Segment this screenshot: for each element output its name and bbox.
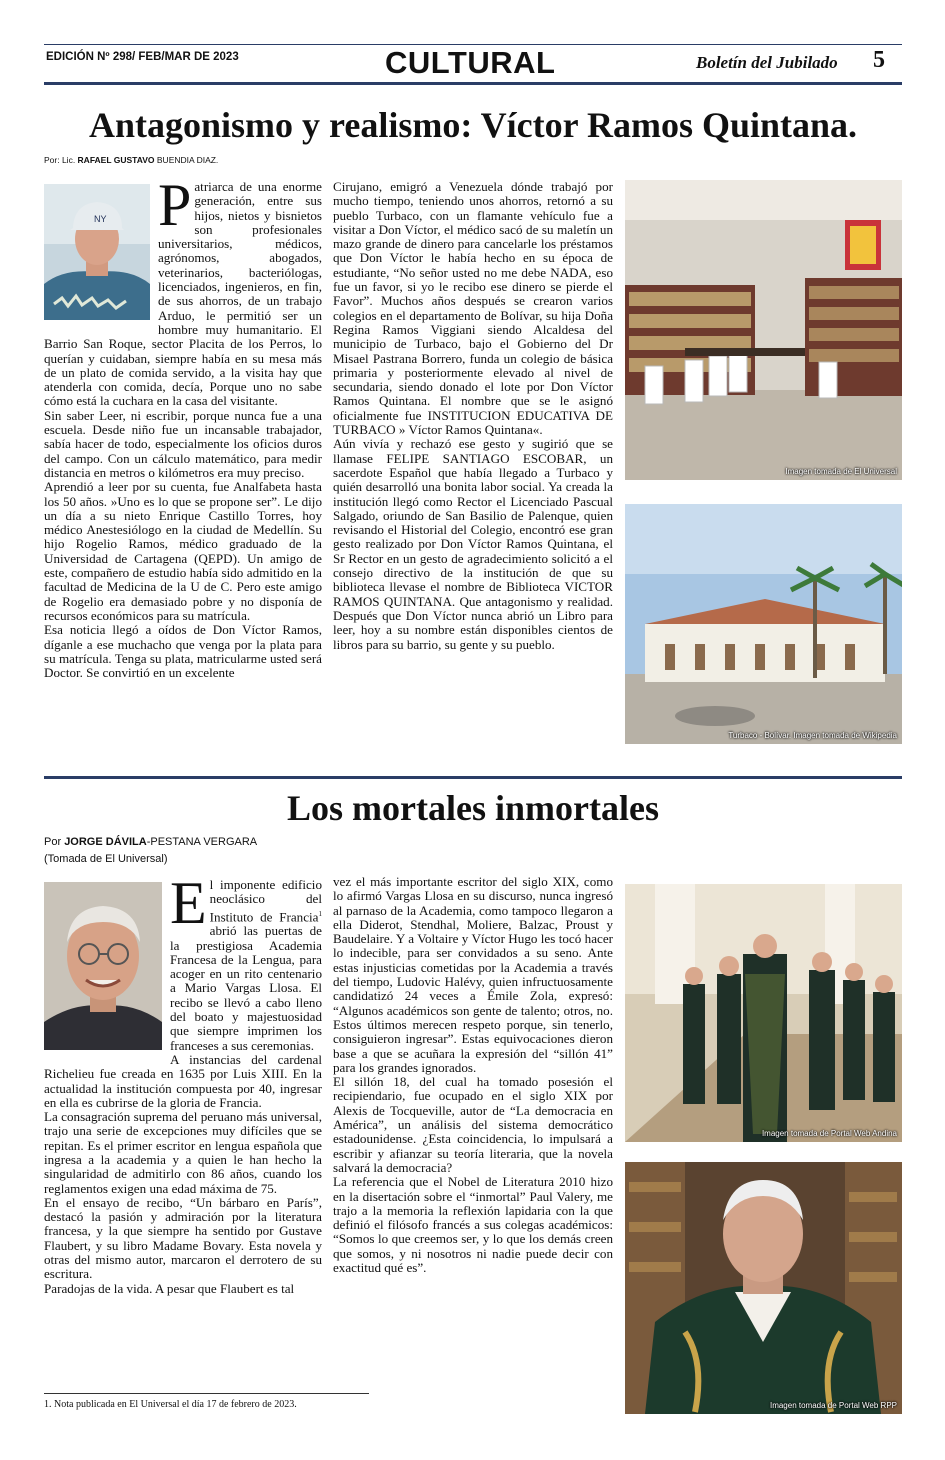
paragraph: Cirujano, emigró a Venezuela dónde trabajó por mucho tiempo, teniendo unos ahorros, retornó a su pueblo Turbaco, con un flamante vehículo fue a visitar a Don Víctor, el médico sacó de su maletín un mazo grande de dinero para cancelarle los préstamos que Don Víctor le había hecho en su época de estudiante, “No señor usted no me debe NADA, eso fue un favor, si yo le recibo ese dinero se pierde el Favor”. Muchos años después se crearon varios colegios en el departamento de Bolívar, su hija Doña Regina Ramos Viggiani siendo Alcaldesa del municipio de Turbaco, bajo el Gobierno del Dr Misael Pastrana Borrero, funda un colegio de básica primaria y posteriormente elevado al nivel de secundaria, siendo donado el lote por Don Víctor Ramos Quintana. El nombre que se le asignó oficialmente fue INSTITUCION EDUCATIVA DE TURBACO » Víctor Ramos Quintana«. (333, 179, 613, 438)
paragraph: En el ensayo de recibo, “Un bárbaro en París”, destacó la pasión y admiración por la literatura francesa, y la que siempre ha sentido por Gustave Flaubert, y su libro Madame Bovary. Esta novela y otras del mismo autor, marcaron el derrotero de su escritura. (44, 1194, 322, 1282)
section-divider (44, 776, 902, 779)
svg-text:NY: NY (94, 214, 107, 224)
article2-source: (Tomada de El Universal) (44, 853, 168, 865)
footnote-rule (44, 1393, 369, 1394)
paragraph: Sin saber Leer, ni escribir, porque nunca fue a una escuela. Desde niño fue un incansable trabajador, sabía hacer de todo, especialmente los oficios duros del campo. Con un cálculo matemático, para medir distancia en metros o kilómetros era muy preciso. (44, 407, 322, 480)
article2-column-2 (333, 875, 613, 1275)
photo-caption: Imagen tomada de El Universal (785, 467, 897, 476)
paragraph: Esa noticia llegó a oídos de Don Víctor Ramos, díganle a ese muchacho que venga por la plata para su matrícula. Tenga su plata, matricularme usted será Doctor. Se convirtió en un excelente (44, 622, 322, 681)
page-number: 5 (873, 47, 885, 73)
article2-byline (44, 836, 257, 848)
paragraph-text: l imponente edificio neoclásico del Instituto de Francia (209, 877, 322, 924)
byline-prefix: Por (44, 836, 65, 848)
paragraph: vez el más importante escritor del siglo XIX, como lo afirmó Vargas Llosa en su discurso, nunca ingresó al parnaso de la Academia, como tampoco llegaron a ella Diderot, Stendhal, Moliere, Balzac, Proust y Baudelaire. Y a Voltaire y Víctor Hugo les tocó hacer lo indecible, para ser convidados a su seno. Ante estas injusticias cometidas por la Academia a través del tiempo, Ludovic Halévy, quien infructuosamente candidatizó 24 veces a Émile Zola, expresó: “Algunos académicos son gente de talento; otros, no. Estos últimos merecen respeto porque, sin tenerlo, consiguieron ingresar”. Estas equivocaciones dieron base a que se acuñara la expresión del “sillón 41” para los grandes ignorados. (333, 874, 613, 1075)
footnote: 1. Nota publicada en El Universal el día 17 de febrero de 2023. (44, 1399, 297, 1410)
paragraph-text: abrió las puertas de la prestigiosa Academia Francesa de la Lengua, para acoger en un rito centenario a Mario Vargas Llosa. El recibo se llevó a cabo lleno del boato y majestuosidad que siempre imprimen los franceses a sus ceremonias. (170, 923, 322, 1053)
photo-caption: Turbaco - Bolívar. Imagen tomada de Wikipedia (728, 731, 897, 740)
article1-column-2 (333, 180, 613, 652)
byline-author-rest: BUENDIA DIAZ. (154, 155, 219, 165)
dropcap-letter: E (170, 870, 207, 936)
paragraph: Paradojas de la vida. A pesar que Flaubert es tal (44, 1280, 295, 1296)
byline-author: JORGE DÁVILA (64, 836, 147, 848)
author-portrait-davila (44, 882, 162, 1050)
paragraph: A instancias del cardenal Richelieu fue creada en 1635 por Luis XIII. En la actualidad la institución compuesta por 40, ingresar en ella es cubrirse de la gloria de Francia. (44, 1051, 322, 1110)
article2-column-1 (44, 870, 322, 1296)
paragraph: atriarca de una enorme generación, entre sus hijos, nietos y bisnietos son profesionales universitarios, médicos, agrónomos, abogados, veterinarios, bacteriólogas, licenciados, ingenieros, en fin, de sus ahorros, de un trabajo Arduo, le permitió ser un hombre muy humanitario. El Barrio San Roque, sector Placita de los Perros, lo querían y cuidaban, siempre había en su mesa más de un plato de comida servido, a la visita hay que atenderla con comida, decía, Porque uno no sabe cómo está la cuchara en la casa del visitante. (44, 179, 322, 409)
article1-byline (44, 155, 218, 165)
author-portrait-ramos (44, 184, 150, 320)
section-title: CULTURAL (385, 45, 556, 80)
article1-column-1 (44, 172, 322, 681)
turbaco-photo (625, 504, 902, 744)
dropcap-letter: P (158, 172, 192, 238)
vargas-llosa-photo (625, 1162, 902, 1414)
paragraph: Aún vivía y rechazó ese gesto y sugirió que se llamase FELIPE SANTIAGO ESCOBAR, un sacerdote Español que había llegado a Turbaco y quién desarrolló una bonita labor social. Ya creada la institución llegó como Rector el Licenciado Pascual Salgado, oriundo de San Basilio de Palenque, quien revisando el Historial del Colegio, encontró ese gran gesto realizado por Don Víctor Ramos Quintana, el Sr Rector en un gesto de agradecimiento solicitó a el consejo directivo de la institución de que su biblioteca llevase el nombre de Biblioteca VICTOR RAMOS QUINTANA. Que antagonismo y realidad. Después que Don Víctor nunca abrió un Libro para leer, hoy a su nombre están disponibles cientos de libros para su barrio, su gente y su pueblo. (333, 436, 613, 652)
paragraph: La referencia que el Nobel de Literatura 2010 hizo en la disertación sobre el “inmortal” Paul Valery, me trajo a la memoria la reflexión lapidaria con la que definió el filósofo francés a sus colegas académicos: “Somos lo que creemos ser, y lo que los demás creen que somos, y ni nosotros ni nadie puede decir con exactitud qué es”. (333, 1174, 613, 1276)
footnote-marker: 1 (318, 909, 322, 918)
paragraph: La consagración suprema del peruano más universal, trajo una serie de excepciones muy difíciles que se repitan. Es el primer escritor en lengua española que ingresa a la academia y a quien le han hecho la singularidad de admitirlo con 86 años, cuando los reglamentos exigen una edad máxima de 75. (44, 1109, 322, 1196)
byline-prefix: Por: Lic. (44, 155, 78, 165)
paragraph: Aprendió a leer por su cuenta, fue Analfabeta hasta los 50 años. »Uno es lo que se propone ser”. Le dijo un día a su nieto Enrique Castillo Torres, hoy médico Anestesiólogo en la ciudad de Medellín. Su hijo Rogelio Ramos, médico graduado de la Universidad de Cartagena (QEPD). Un amigo de este, compañero de estudio había sido admitido en la facultad de Medicina de la U de C. Pero este amigo de Rogelio era demasiado pobre y no disponía de recursos económicos para su matrícula. (44, 479, 322, 623)
byline-author-rest: -PESTANA VERGARA (146, 836, 258, 848)
publication-name: Boletín del Jubilado (696, 53, 838, 72)
edition-label: EDICIÓN Nº 298/ FEB/MAR DE 2023 (46, 51, 239, 63)
article1-title: Antagonismo y realismo: Víctor Ramos Quintana. (88, 105, 858, 145)
article2-title: Los mortales inmortales (287, 788, 659, 828)
paragraph: El sillón 18, del cual ha tomado posesión el recipiendario, fue ocupado en el siglo XIX por Alexis de Tocqueville, autor de “La democracia en América”, un análisis del sistema democrático estadounidense. ¿Esta coincidencia, lo impulsará a escribir y afianzar su teoría literaria, que la novela salvará la democracia? (333, 1074, 613, 1175)
photo-caption: Imagen tomada de Portal Web RPP (769, 1401, 897, 1410)
byline-author: RAFAEL GUSTAVO (77, 155, 155, 165)
header-rule-bottom (44, 82, 902, 85)
academy-ceremony-photo (625, 884, 902, 1142)
photo-caption: Imagen tomada de Portal Web Andina (761, 1129, 897, 1138)
library-photo (625, 180, 902, 480)
